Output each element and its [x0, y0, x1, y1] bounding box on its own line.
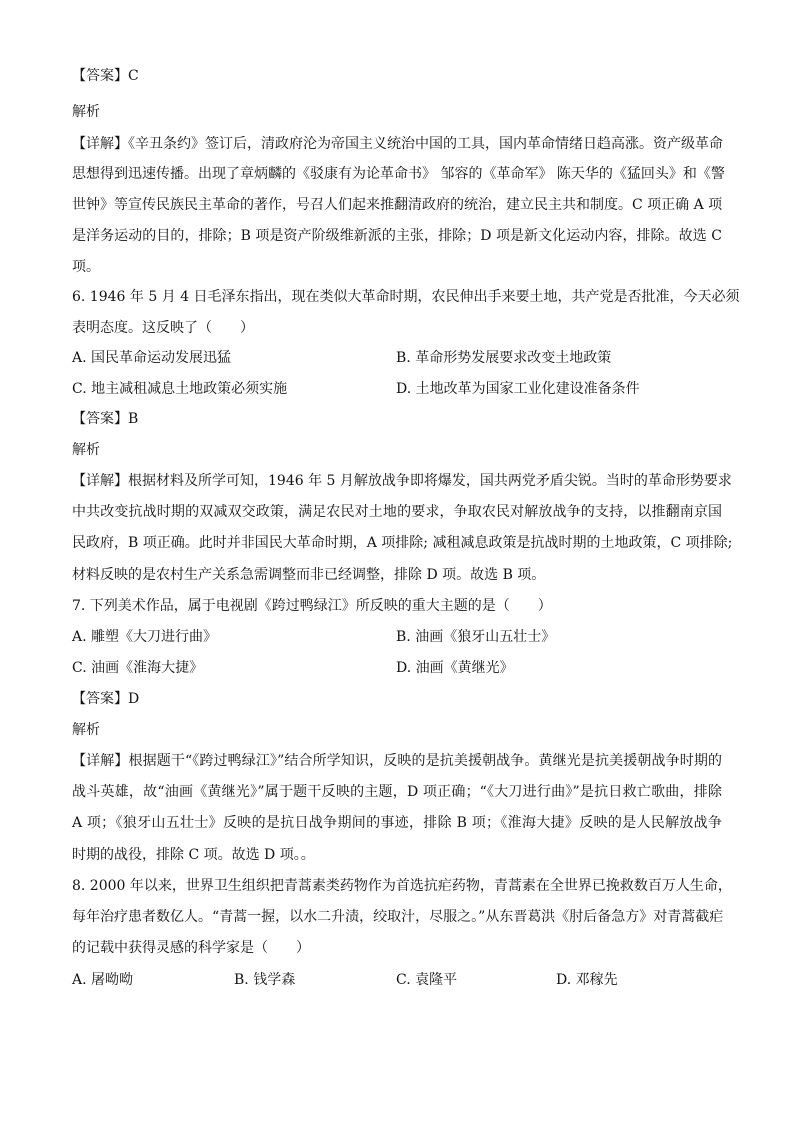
q7-answer: 【答案】D	[72, 691, 140, 707]
q6-option-c: C. 地主减租减息土地政策必须实施	[72, 381, 288, 397]
q8-option-b: B. 钱学森	[234, 972, 296, 988]
q7-detail-line-1: 【详解】根据题干“《跨过鸭绿江》”结合所学知识，反映的是抗美援朝战争。黄继光是抗美援朝战争时期的	[72, 753, 722, 769]
q5-analysis-heading: 解析	[72, 104, 100, 120]
q7-detail-line-3: A 项；《狼牙山五壮士》反映的是抗日战争期间的事迹，排除 B 项；《淮海大捷》反映的是人民解放战争	[72, 815, 722, 831]
q8-option-c: C. 袁隆平	[396, 972, 458, 988]
q8-stem-line-1: 8. 2000 年以来，世界卫生组织把青蒿素类药物作为首选抗疟药物，青蒿素在全世界已挽救数百万人生命，	[72, 878, 732, 894]
q5-answer: 【答案】C	[72, 68, 139, 84]
q8-option-a: A. 屠呦呦	[72, 972, 134, 988]
q7-option-a: A. 雕塑《大刀进行曲》	[72, 629, 218, 645]
q5-detail-line-1: 【详解】《辛丑条约》签订后，清政府沦为帝国主义统治中国的工具，国内革命情绪日趋高涨。资产级革命	[72, 136, 723, 152]
q7-analysis-heading: 解析	[72, 722, 100, 738]
q6-option-b: B. 革命形势发展要求改变土地政策	[396, 350, 612, 366]
q6-option-d: D. 土地改革为国家工业化建设准备条件	[396, 381, 640, 397]
q6-stem-line-1: 6. 1946 年 5 月 4 日毛泽东指出，现在类似大革命时期，农民伸出手来要土地，共产党是否批准，今天必须	[72, 289, 740, 305]
q6-answer: 【答案】B	[72, 411, 139, 427]
q7-detail-line-2: 战斗英雄，故“油画《黄继光》”属于题干反映的主题，D 项正确；“《大刀进行曲》”是抗日救亡歌曲，排除	[72, 784, 722, 800]
q6-detail-line-1: 【详解】根据材料及所学可知，1946 年 5 月解放战争即将爆发，国共两党矛盾尖锐。当时的革命形势要求	[72, 473, 732, 489]
q7-option-c: C. 油画《淮海大捷》	[72, 660, 204, 676]
q7-detail-line-4: 时期的战役，排除 C 项。故选 D 项。。	[72, 847, 315, 863]
q7-stem: 7. 下列美术作品，属于电视剧《跨过鸭绿江》所反映的重大主题的是（ ）	[72, 598, 552, 614]
q6-analysis-heading: 解析	[72, 442, 100, 458]
q6-stem-line-2: 表明态度。这反映了（ ）	[72, 320, 254, 336]
q5-detail-line-4: 是洋务运动的目的，排除；B 项是资产阶级维新派的主张，排除；D 项是新文化运动内容，排除。故选 C	[72, 228, 722, 244]
q8-stem-line-2: 每年治疗患者数亿人。“青蒿一握，以水二升渍，绞取汁，尽服之。”从东晋葛洪《肘后备急方》对青蒿截疟	[72, 909, 724, 925]
q7-option-d: D. 油画《黄继光》	[396, 660, 514, 676]
q5-detail-line-3: 世钟》等宣传民族民主革命的著作，号召人们起来推翻清政府的统治，建立民主共和制度。C 项正确 A 项	[72, 197, 723, 213]
q8-option-d: D. 邓稼先	[556, 972, 618, 988]
q8-stem-line-3: 的记载中获得灵感的科学家是（ ）	[72, 940, 310, 956]
q6-detail-line-2: 中共改变抗战时期的双减双交政策，满足农民对土地的要求，争取农民对解放战争的支持，以推翻南京国	[72, 504, 722, 520]
q6-option-a: A. 国民革命运动发展迅猛	[72, 350, 232, 366]
q7-option-b: B. 油画《狼牙山五壮士》	[396, 629, 556, 645]
q5-detail-line-2: 思想得到迅速传播。出现了章炳麟的《驳康有为论革命书》 邹容的《革命军》 陈天华的《猛回头》和《警	[72, 166, 725, 182]
q5-detail-line-5: 项。	[72, 259, 100, 275]
q6-detail-line-3: 民政府，B 项正确。此时并非国民大革命时期，A 项排除; 减租减息政策是抗战时期的土地政策，C 项排除;	[72, 535, 733, 551]
q6-detail-line-4: 材料反映的是农村生产关系急需调整而非已经调整，排除 D 项。故选 B 项。	[72, 567, 546, 583]
